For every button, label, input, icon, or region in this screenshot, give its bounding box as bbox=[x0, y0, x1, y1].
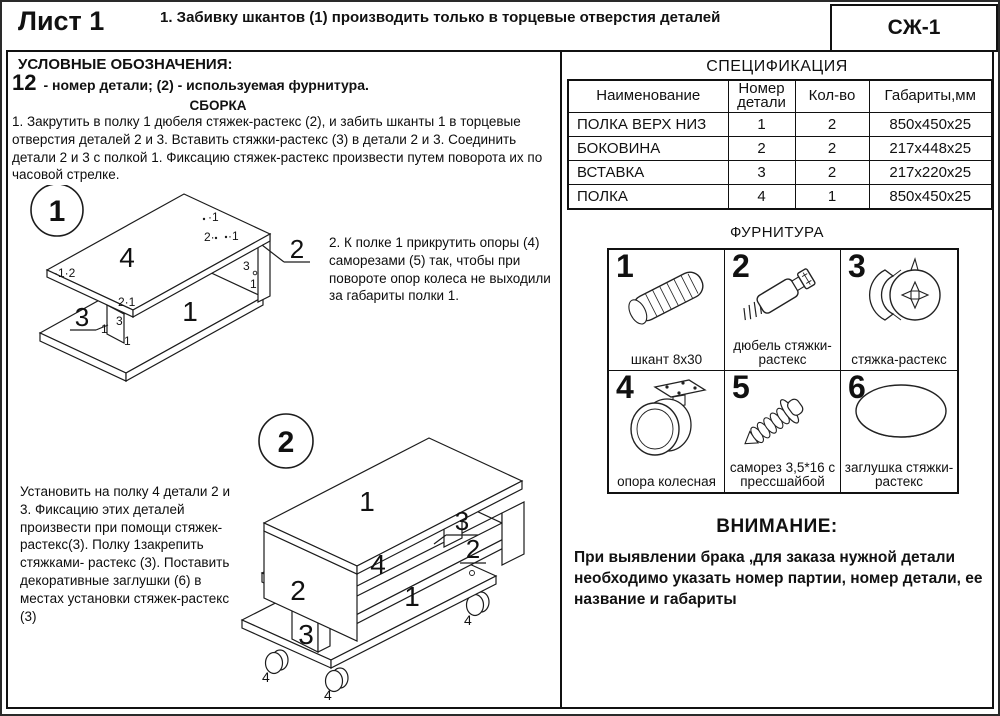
svg-text:2·1: 2·1 bbox=[118, 295, 136, 309]
svg-text:4: 4 bbox=[464, 612, 472, 628]
furniture-grid bbox=[607, 248, 959, 494]
spec-row bbox=[568, 136, 992, 160]
svg-text:·1: ·1 bbox=[208, 210, 219, 224]
assembly-title: СБОРКА bbox=[189, 98, 247, 113]
furniture-cell-dowel bbox=[609, 250, 725, 371]
svg-text:3: 3 bbox=[116, 314, 123, 328]
spec-cell: 3 bbox=[728, 160, 795, 184]
legend-title: УСЛОВНЫЕ ОБОЗНАЧЕНИЯ: bbox=[18, 56, 233, 73]
content-frame bbox=[6, 50, 994, 709]
specification-table bbox=[567, 79, 993, 210]
assembly-step-1: 1. Закрутить в полку 1 дюбеля стяжек-растекс (2), и забить шканты 1 в торцевые отверстия деталей 2 и 3. Вставить стяжки-растекс (3) в детали 2 и 3. Соединить детали 2 и 3 с полкой 1. Фиксацию стяжек-растекс произвести путем поворота их по часовой стрелке. bbox=[12, 114, 543, 183]
spec-col-dimensions: Габариты,мм bbox=[869, 80, 992, 112]
spec-col-qty: Кол-во bbox=[795, 80, 869, 112]
furniture-item-caption: заглушка стяжки-растекс bbox=[844, 459, 954, 490]
spec-cell: 2 bbox=[728, 136, 795, 160]
part-label: 2 bbox=[290, 575, 306, 606]
spec-cell: 217х448х25 bbox=[869, 136, 992, 160]
left-panel bbox=[8, 52, 562, 707]
diagram-2-badge: 2 bbox=[277, 426, 295, 459]
svg-text:4: 4 bbox=[262, 669, 270, 685]
spec-cell: 217х220х25 bbox=[869, 160, 992, 184]
spec-cell: 1 bbox=[795, 184, 869, 209]
spec-cell: 2 bbox=[795, 160, 869, 184]
furniture-item-caption: опора колесная bbox=[617, 474, 716, 490]
spec-cell: 1 bbox=[728, 112, 795, 136]
spec-cell: ВСТАВКА bbox=[568, 160, 728, 184]
spec-cell: ПОЛКА bbox=[568, 184, 728, 209]
svg-text:4: 4 bbox=[324, 687, 332, 703]
furniture-title: ФУРНИТУРА bbox=[729, 224, 825, 241]
spec-cell: ПОЛКА ВЕРХ НИЗ bbox=[568, 112, 728, 136]
part-label: 1 bbox=[182, 296, 198, 327]
legend-part-number: 12 bbox=[12, 70, 37, 95]
furniture-cell-screw bbox=[725, 371, 841, 492]
attention-text: При выявлении брака ,для заказа нужной детали необходимо указать номер партии, номер детали, ее название и габариты bbox=[574, 549, 983, 608]
part-label: 3 bbox=[454, 506, 470, 536]
spec-cell: 850х450х25 bbox=[869, 112, 992, 136]
spec-row bbox=[568, 112, 992, 136]
part-label: 4 bbox=[370, 549, 386, 580]
svg-text:·1: ·1 bbox=[228, 229, 239, 243]
part-label: 3 bbox=[298, 619, 314, 650]
svg-text:1: 1 bbox=[101, 322, 108, 336]
furniture-item-caption: стяжка-растекс bbox=[851, 352, 947, 368]
spec-col-part-number: Номер детали bbox=[728, 80, 795, 112]
part-label: 3 bbox=[74, 302, 90, 332]
spec-cell: БОКОВИНА bbox=[568, 136, 728, 160]
svg-text:2·: 2· bbox=[204, 230, 215, 244]
attention-title: ВНИМАНИЕ: bbox=[716, 516, 838, 537]
part-label: 4 bbox=[119, 242, 135, 273]
legend-text: - номер детали; (2) - используемая фурнитура. bbox=[43, 77, 369, 93]
svg-text:1: 1 bbox=[250, 277, 257, 291]
svg-text:·1·2: ·1·2 bbox=[54, 266, 76, 280]
spec-row bbox=[568, 184, 992, 209]
assembly-diagram-2 bbox=[234, 408, 559, 703]
furniture-item-number: 6 bbox=[848, 369, 866, 405]
sheet-label: Лист 1 bbox=[18, 6, 105, 36]
furniture-cell-cam-lock bbox=[841, 250, 957, 371]
legend-line bbox=[12, 72, 369, 94]
part-label: 2 bbox=[289, 234, 305, 264]
right-panel bbox=[562, 52, 992, 707]
furniture-item-number: 5 bbox=[732, 369, 750, 405]
spec-col-name: Наименование bbox=[568, 80, 728, 112]
part-label: 1 bbox=[404, 581, 420, 612]
furniture-cell-caster bbox=[609, 371, 725, 492]
furniture-item-caption: саморез 3,5*16 с прессшайбой bbox=[729, 459, 836, 490]
header-note: 1. Забивку шкантов (1) производить только в торцевые отверстия деталей bbox=[160, 9, 721, 26]
part-label: 2 bbox=[465, 534, 481, 564]
furniture-cell-cam-bolt bbox=[725, 250, 841, 371]
doc-code: СЖ-1 bbox=[887, 16, 941, 39]
assembly-step-3: Установить на полку 4 детали 2 и 3. Фиксацию этих деталей произвести при помощи стяжек-растекс(3). Полку 1закрепить стяжками- растекс (3). Поставить декоративные заглушки (6) в местах установки стяжек-растекс (3) bbox=[20, 484, 230, 624]
doc-code-box bbox=[830, 4, 998, 52]
spec-header-row bbox=[568, 80, 992, 112]
spec-row bbox=[568, 160, 992, 184]
svg-text:3: 3 bbox=[243, 259, 250, 273]
furniture-item-number: 2 bbox=[732, 248, 750, 284]
furniture-item-caption: шкант 8х30 bbox=[630, 352, 703, 368]
furniture-item-caption: дюбель стяжки-растекс bbox=[733, 337, 832, 368]
furniture-item-number: 4 bbox=[616, 369, 634, 405]
diagram-1-badge: 1 bbox=[48, 195, 66, 228]
part-label: 1 bbox=[359, 486, 375, 517]
furniture-cell-cap bbox=[841, 371, 957, 492]
furniture-item-number: 3 bbox=[848, 248, 866, 284]
spec-cell: 2 bbox=[795, 136, 869, 160]
spec-cell: 2 bbox=[795, 112, 869, 136]
assembly-diagram-1 bbox=[12, 185, 342, 425]
assembly-step-2: 2. К полке 1 прикрутить опоры (4) саморезами (5) так, чтобы при повороте опор колеса не выходили за габариты полки 1. bbox=[329, 235, 551, 304]
spec-cell: 850х450х25 bbox=[869, 184, 992, 209]
specification-title: СПЕЦИФИКАЦИЯ bbox=[706, 58, 848, 75]
spec-cell: 4 bbox=[728, 184, 795, 209]
svg-text:1: 1 bbox=[124, 334, 131, 348]
furniture-item-number: 1 bbox=[616, 248, 634, 284]
